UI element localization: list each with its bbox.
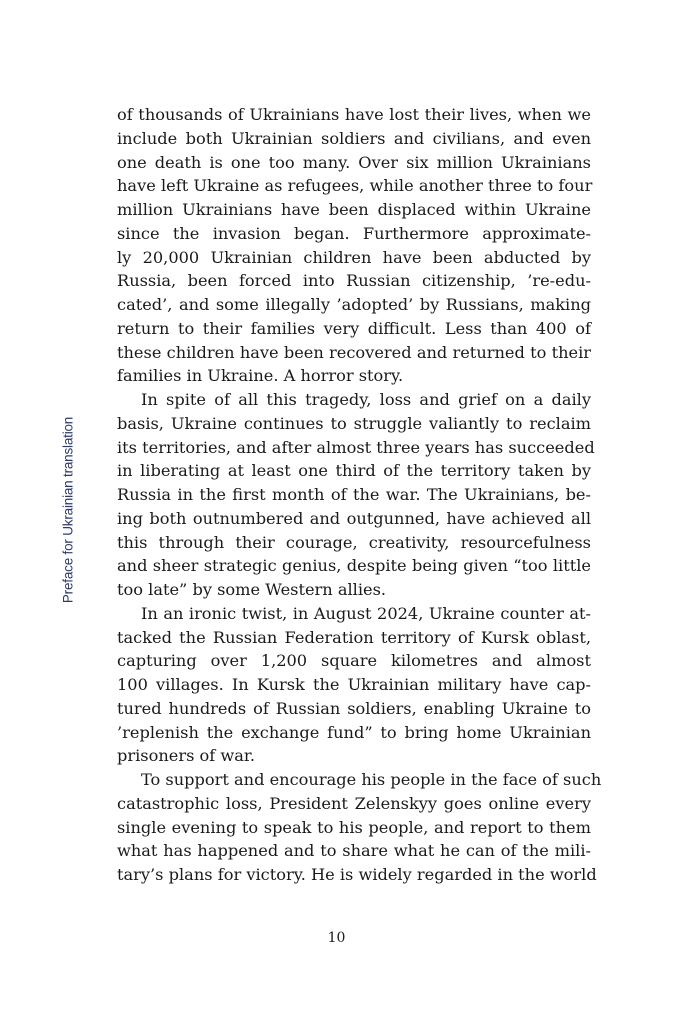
text-line: In an ironic twist, in August 2024, Ukraine counter at- [141, 603, 591, 623]
text-line: tary’s plans for victory. He is widely regarded in the world [117, 865, 597, 884]
text-line: tacked the Russian Federation territory of Kursk oblast, [117, 627, 591, 647]
page-number: 10 [327, 930, 346, 946]
text-line: since the invasion began. Furthermore approximate- [117, 223, 591, 243]
text-line: families in Ukraine. A horror story. [117, 366, 404, 386]
text-line: 100 villages. In Kursk the Ukrainian military have cap- [117, 675, 591, 694]
text-line: and sheer strategic genius, despite being given “too little [117, 556, 591, 576]
text-line: one death is one too many. Over six million Ukrainians [117, 152, 591, 172]
text-line: basis, Ukraine continues to struggle valiantly to reclaim [117, 413, 591, 433]
text-line: Russia in the first month of the war. The Ukrainians, be- [117, 485, 591, 504]
text-line: cated’, and some illegally ’adopted’ by Russians, making [117, 295, 591, 314]
text-line: have left Ukraine as refugees, while another three to four [117, 176, 593, 196]
text-line: catastrophic loss, President Zelenskyy goes online every [117, 793, 591, 813]
text-line: capturing over 1,200 square kilometres and almost [117, 651, 591, 671]
text-line: single evening to speak to his people, and report to them [117, 817, 591, 837]
text-line: ly 20,000 Ukrainian children have been abducted by [117, 247, 591, 267]
text-line: tured hundreds of Russian soldiers, enabling Ukraine to [117, 698, 591, 718]
paragraph [117, 602, 591, 768]
running-header-vertical: Preface for Ukrainian translation [60, 416, 76, 604]
text-line: what has happened and to share what he can of the mili- [117, 841, 591, 861]
paragraph [117, 768, 602, 887]
text-line: its territories, and after almost three years has succeeded [117, 437, 595, 457]
text-line: include both Ukrainian soldiers and civilians, and even [117, 128, 591, 148]
text-line: return to their families very difficult. Less than 400 of [117, 318, 591, 338]
text-line: ’replenish the exchange fund” to bring home Ukrainian [117, 722, 591, 742]
text-line: million Ukrainians have been displaced within Ukraine [117, 200, 591, 219]
text-line: of thousands of Ukrainians have lost their lives, when we [117, 105, 591, 124]
text-line: prisoners of war. [117, 746, 256, 766]
paragraph [117, 103, 591, 388]
body-text [117, 103, 602, 887]
text-line: ing both outnumbered and outgunned, have achieved all [117, 508, 591, 528]
text-line: these children have been recovered and returned to their [117, 342, 591, 362]
text-line: In spite of all this tragedy, loss and grief on a daily [141, 390, 591, 409]
text-line: this through their courage, creativity, resourcefulness [117, 532, 591, 552]
paragraph [117, 388, 595, 602]
text-line: too late” by some Western allies. [117, 580, 387, 599]
text-line: in liberating at least one third of the territory taken by [117, 461, 591, 481]
text-line: Russia, been forced into Russian citizenship, ’re-edu- [117, 271, 591, 291]
text-line: To support and encourage his people in the face of such [141, 770, 602, 789]
